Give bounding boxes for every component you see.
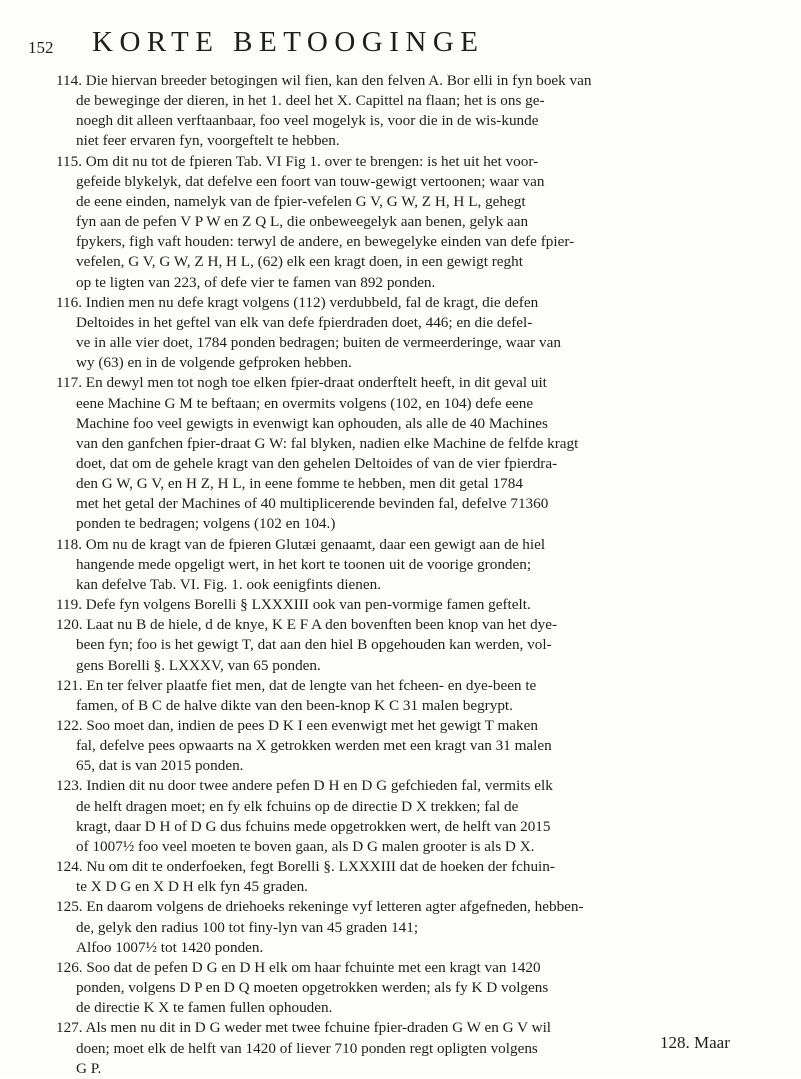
text-line: 122. Soo moet dan, indien de pees D K I een evenwigt met het gewigt T maken bbox=[56, 717, 538, 734]
paragraph bbox=[56, 776, 774, 857]
text-line: 123. Indien dit nu door twee andere pefen D H en D G gefchieden fal, vermits elk bbox=[56, 777, 553, 795]
text-line: ve in alle vier doet, 1784 ponden bedragen; buiten de vermeerderinge, waar van bbox=[76, 334, 561, 352]
paragraph bbox=[56, 535, 774, 595]
page-header bbox=[28, 26, 768, 66]
text-line: de beweginge der dieren, in het 1. deel het X. Capittel na flaan; het is ons ge- bbox=[76, 92, 545, 110]
paragraph bbox=[56, 897, 774, 957]
text-line: 127. Als men nu dit in D G weder met twee fchuine fpier-draden G W en G V wil bbox=[56, 1019, 552, 1037]
paragraph bbox=[56, 958, 774, 1018]
text-line: hangende mede opgeligt wert, in het kort te toonen uit de voorige gronden; bbox=[76, 555, 532, 573]
text-line: kragt, daar D H of D G dus fchuins mede opgetrokken wert, de helft van 2015 bbox=[76, 817, 551, 835]
text-line: de, gelyk den radius 100 tot finy-lyn van 45 graden 141; bbox=[76, 918, 419, 936]
running-head: KORTE BETOOGINGE bbox=[92, 26, 485, 58]
text-line: 121. En ter felver plaatfe fiet men, dat de lengte van het fcheen- en dye-been te bbox=[56, 676, 537, 694]
paragraph bbox=[56, 615, 774, 675]
paragraph bbox=[56, 71, 774, 152]
paragraph bbox=[56, 595, 774, 615]
text-line: G P. bbox=[76, 1059, 102, 1077]
text-line: fyn aan de pefen V P W en Z Q L, die onbeweegelyk aan benen, gelyk aan bbox=[76, 213, 529, 231]
text-line: famen, of B C de halve dikte van den been-knop K C 31 malen begrypt. bbox=[76, 696, 513, 714]
text-line: fpykers, figh vaft houden: terwyl de andere, en bewegelyke einden van defe fpier- bbox=[76, 233, 575, 251]
text-line: op te ligten van 223, of defe vier te famen van 892 ponden. bbox=[76, 273, 436, 291]
text-line: kan defelve Tab. VI. Fig. 1. ook eenigfints dienen. bbox=[76, 575, 382, 593]
text-line: gefeide blykelyk, dat defelve een foort van touw-gewigt vertoonen; waar van bbox=[76, 172, 545, 190]
text-line: noegh dit alleen verftaanbaar, foo veel mogelyk is, voor die in de wis-kunde bbox=[76, 112, 539, 130]
text-line: fal, defelve pees opwaarts na X getrokken werden met een kragt van 31 malen bbox=[76, 737, 552, 755]
text-line: 120. Laat nu B de hiele, d de knye, K E F A den bovenften been knop van het dye- bbox=[56, 616, 558, 634]
text-line: 125. En daarom volgens de driehoeks rekeninge vyf letteren agter afgefneden, hebben- bbox=[56, 898, 584, 916]
text-line: de helft dragen moet; en fy elk fchuins op de directie D X trekken; fal de bbox=[76, 797, 519, 815]
text-line: de eene einden, namelyk van de fpier-vefelen G V, G W, Z H, H L, gehegt bbox=[76, 192, 526, 210]
text-line: 116. Indien men nu defe kragt volgens (112) verdubbeld, fal de kragt, die defen bbox=[56, 293, 539, 311]
text-line: 65, dat is van 2015 ponden. bbox=[76, 757, 244, 775]
paragraph bbox=[56, 857, 774, 897]
text-line: 118. Om nu de kragt van de fpieren Glutæi genaamt, daar een gewigt aan de hiel bbox=[56, 535, 546, 553]
text-line: 115. Om dit nu tot de fpieren Tab. VI Fig 1. over te brengen: is het uit het voor- bbox=[56, 152, 539, 170]
paragraph bbox=[56, 716, 774, 776]
text-line: van den ganfchen fpier-draat G W: fal blyken, nadien elke Machine de felfde kragt bbox=[76, 434, 579, 452]
text-line: niet feer ervaren fyn, voorgeftelt te hebben. bbox=[76, 132, 340, 150]
text-line: 126. Soo dat de pefen D G en D H elk om haar fchuinte met een kragt van 1420 bbox=[56, 958, 541, 976]
paragraph bbox=[56, 373, 774, 534]
text-line: met het getal der Machines of 40 multiplicerende bevinden fal, defelve 71360 bbox=[76, 495, 549, 513]
page-number: 152 bbox=[28, 38, 54, 57]
text-line: gens Borelli §. LXXXV, van 65 ponden. bbox=[76, 656, 321, 674]
text-line: 124. Nu om dit te onderfoeken, fegt Borelli §. LXXXIII dat de hoeken der fchuin- bbox=[56, 858, 555, 876]
text-line: been fyn; foo is het gewigt T, dat aan den hiel B opgehouden kan werden, vol- bbox=[76, 636, 552, 654]
text-line: 119. Defe fyn volgens Borelli § LXXXIII ook van pen-vormige famen geftelt. bbox=[56, 596, 531, 614]
text-line: doet, dat om de gehele kragt van den gehelen Deltoides of van de vier fpierdra- bbox=[76, 454, 558, 472]
text-line: 114. Die hiervan breeder betogingen wil fien, kan den felven A. Bor elli in fyn boek van bbox=[56, 72, 592, 89]
text-line: den G W, G V, en H Z, H L, in eene fomme te hebben, men dit getal 1784 bbox=[76, 475, 523, 493]
text-line: te X D G en X D H elk fyn 45 graden. bbox=[76, 878, 308, 896]
catchword: 128. Maar bbox=[660, 1033, 730, 1052]
text-line: 117. En dewyl men tot nogh toe elken fpier-draat onderftelt heeft, in dit geval uit bbox=[56, 374, 547, 392]
paragraph bbox=[56, 676, 774, 716]
text-line: vefelen, G V, G W, Z H, H L, (62) elk een kragt doen, in een gewigt reght bbox=[76, 253, 523, 271]
text-line: Machine foo veel gewigts in evenwigt kan ophouden, als alle de 40 Machines bbox=[76, 414, 548, 432]
text-line: ponden te bedragen; volgens (102 en 104.) bbox=[76, 515, 336, 533]
text-line: Deltoides in het geftel van elk van defe fpierdraden doet, 446; en die defel- bbox=[76, 313, 533, 331]
body-text bbox=[56, 71, 774, 1079]
text-line: doen; moet elk de helft van 1420 of liever 710 ponden regt opligten volgens bbox=[76, 1039, 538, 1057]
text-line: wy (63) en in de volgende gefproken hebben. bbox=[76, 354, 352, 372]
text-line: eene Machine G M te beftaan; en overmits volgens (102, en 104) defe eene bbox=[76, 394, 534, 412]
paragraph bbox=[56, 152, 774, 293]
text-line: Alfoo 1007½ tot 1420 ponden. bbox=[76, 938, 264, 956]
paragraph bbox=[56, 293, 774, 374]
text-line: de directie K X te famen fullen ophouden. bbox=[76, 999, 333, 1017]
text-line: ponden, volgens D P en D Q moeten opgetrokken werden; als fy K D volgens bbox=[76, 979, 549, 997]
text-line: of 1007½ foo veel moeten te boven gaan, als D G malen grooter is als D X. bbox=[76, 837, 535, 855]
